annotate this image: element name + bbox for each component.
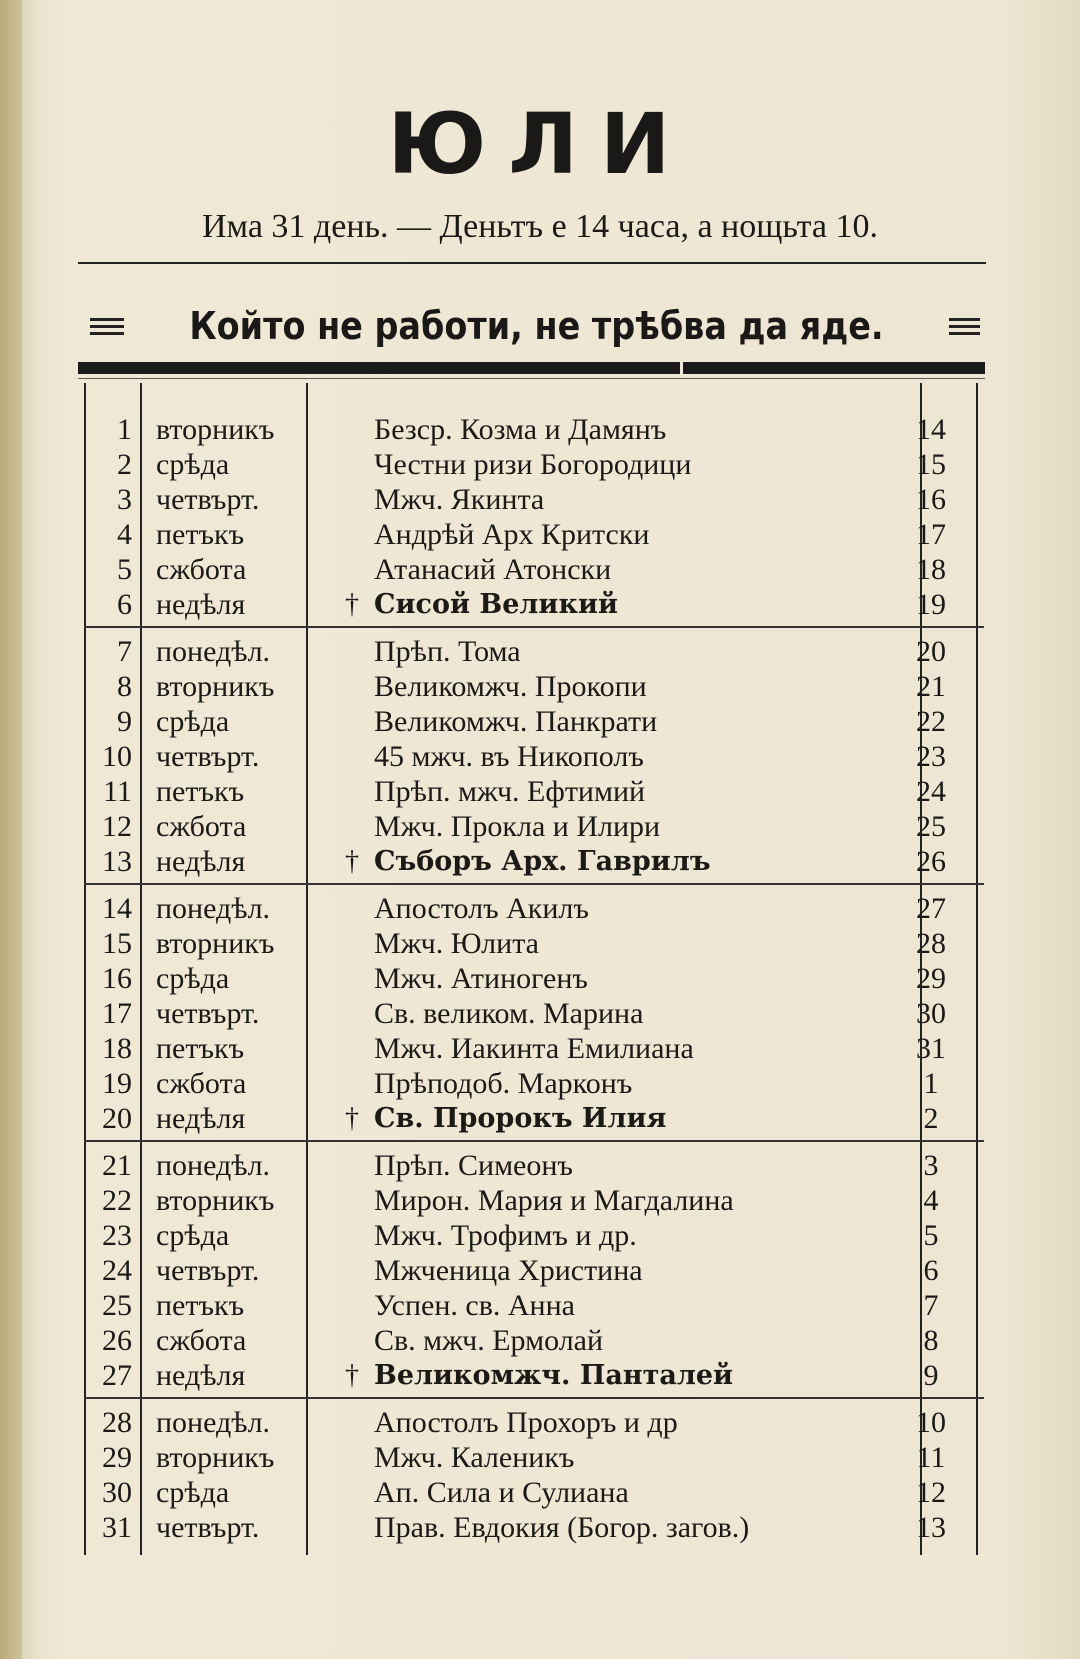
feast-cross-mark: † xyxy=(345,588,359,620)
day-number: 1 xyxy=(117,412,132,446)
weekday: четвърт. xyxy=(156,739,260,773)
old-style-date: 4 xyxy=(923,1183,939,1217)
divider xyxy=(78,262,986,264)
day-row xyxy=(84,739,984,774)
weekday: срѣда xyxy=(156,704,230,738)
saint-name: Прѣп. мжч. Ефтимий xyxy=(374,774,646,808)
day-row xyxy=(84,587,984,622)
day-row xyxy=(84,1288,984,1323)
day-number: 15 xyxy=(102,926,132,960)
weekday: вторникъ xyxy=(156,412,275,446)
old-style-date: 30 xyxy=(916,996,946,1030)
day-number: 16 xyxy=(102,961,132,995)
day-number: 3 xyxy=(117,482,132,516)
weekday: вторникъ xyxy=(156,926,275,960)
motto-banner xyxy=(90,296,980,356)
book-spine-shadow xyxy=(0,0,22,1659)
day-number: 30 xyxy=(102,1475,132,1509)
day-row xyxy=(84,809,984,844)
day-number: 29 xyxy=(102,1440,132,1474)
saint-name: Великомжч. Панталей xyxy=(374,1360,734,1391)
day-row xyxy=(84,891,984,926)
weekday: недѣля xyxy=(156,1358,246,1392)
day-number: 31 xyxy=(102,1510,132,1544)
day-number: 27 xyxy=(102,1358,132,1392)
saint-name: Мжч. Каленикъ xyxy=(374,1440,575,1474)
saint-name: 45 мжч. въ Никополъ xyxy=(374,739,644,773)
week-block xyxy=(84,412,984,622)
old-style-date: 13 xyxy=(916,1510,946,1544)
saint-name: Св. мжч. Ермолай xyxy=(374,1323,604,1357)
weekday: понедѣл. xyxy=(156,1405,271,1439)
old-style-date: 5 xyxy=(923,1218,939,1252)
day-row xyxy=(84,1148,984,1183)
weekday: четвърт. xyxy=(156,482,260,516)
day-number: 2 xyxy=(117,447,132,481)
saint-name: Атанасий Атонски xyxy=(374,552,612,586)
weekday: понедѣл. xyxy=(156,891,271,925)
day-row xyxy=(84,482,984,517)
weekday: сжбота xyxy=(156,1066,247,1100)
day-row xyxy=(84,996,984,1031)
saint-name: Великомжч. Панкрати xyxy=(374,704,658,738)
day-number: 24 xyxy=(102,1253,132,1287)
weekday: четвърт. xyxy=(156,1510,260,1544)
saint-name: Мжч. Иакинта Емилиана xyxy=(374,1031,694,1065)
day-row xyxy=(84,704,984,739)
saint-name: Мирон. Мария и Магдалина xyxy=(374,1183,734,1217)
old-style-date: 10 xyxy=(916,1405,946,1439)
old-style-date: 24 xyxy=(916,774,946,808)
old-style-date: 25 xyxy=(916,809,946,843)
old-style-date: 12 xyxy=(916,1475,946,1509)
old-style-date: 3 xyxy=(923,1148,939,1182)
day-row xyxy=(84,669,984,704)
day-row xyxy=(84,1440,984,1475)
day-number: 19 xyxy=(102,1066,132,1100)
old-style-date: 19 xyxy=(916,587,946,621)
old-style-date: 29 xyxy=(916,961,946,995)
saint-name: Мжч. Юлита xyxy=(374,926,539,960)
ornament-right xyxy=(949,316,980,337)
old-style-date: 15 xyxy=(916,447,946,481)
feast-cross-mark: † xyxy=(345,1102,359,1134)
saint-name: Мжч. Прокла и Илири xyxy=(374,809,661,843)
day-row xyxy=(84,1323,984,1358)
saint-name: Съборъ Арх. Гаврилъ xyxy=(374,846,711,877)
weekday: вторникъ xyxy=(156,669,275,703)
weekday: срѣда xyxy=(156,1475,230,1509)
day-number: 12 xyxy=(102,809,132,843)
weekday: срѣда xyxy=(156,961,230,995)
old-style-date: 16 xyxy=(916,482,946,516)
saint-name: Великомжч. Прокопи xyxy=(374,669,647,703)
thick-rule-left xyxy=(78,362,680,374)
saint-name: Мжч. Якинта xyxy=(374,482,545,516)
weekday: сжбота xyxy=(156,809,247,843)
week-block xyxy=(84,1140,984,1393)
day-number: 13 xyxy=(102,844,132,878)
thin-rule xyxy=(78,378,985,379)
day-number: 23 xyxy=(102,1218,132,1252)
old-style-date: 21 xyxy=(916,669,946,703)
weekday: сжбота xyxy=(156,552,247,586)
day-number: 18 xyxy=(102,1031,132,1065)
saint-name: Св. великом. Марина xyxy=(374,996,644,1030)
weekday: петъкъ xyxy=(156,774,245,808)
weekday: сжбота xyxy=(156,1323,247,1357)
day-row xyxy=(84,1253,984,1288)
day-row xyxy=(84,1405,984,1440)
weekday: недѣля xyxy=(156,587,246,621)
weekday: недѣля xyxy=(156,844,246,878)
saint-name: Прав. Евдокия (Богор. загов.) xyxy=(374,1510,750,1544)
weekday: вторникъ xyxy=(156,1440,275,1474)
saint-name: Мжченица Христина xyxy=(374,1253,643,1287)
day-number: 4 xyxy=(117,517,132,551)
old-style-date: 22 xyxy=(916,704,946,738)
weekday: срѣда xyxy=(156,1218,230,1252)
weekday: понедѣл. xyxy=(156,1148,271,1182)
saint-name: Апостолъ Прохоръ и др xyxy=(374,1405,678,1439)
old-style-date: 11 xyxy=(916,1440,946,1474)
saint-name: Андрѣй Арх Критски xyxy=(374,517,650,551)
saint-name: Мжч. Атиногенъ xyxy=(374,961,588,995)
old-style-date: 28 xyxy=(916,926,946,960)
week-block xyxy=(84,626,984,879)
day-row xyxy=(84,961,984,996)
old-style-date: 20 xyxy=(916,634,946,668)
day-number: 7 xyxy=(117,634,132,668)
day-number: 14 xyxy=(102,891,132,925)
weekday: четвърт. xyxy=(156,1253,260,1287)
day-number: 10 xyxy=(102,739,132,773)
month-subtitle: Има 31 день. — Деньтъ е 14 часа, а нощьта 10. xyxy=(202,208,878,245)
day-row xyxy=(84,926,984,961)
day-number: 22 xyxy=(102,1183,132,1217)
weekday: понедѣл. xyxy=(156,634,271,668)
day-number: 5 xyxy=(117,552,132,586)
day-number: 6 xyxy=(117,587,132,621)
day-row xyxy=(84,1218,984,1253)
saint-name: Мжч. Трофимъ и др. xyxy=(374,1218,637,1252)
saint-name: Прѣподоб. Марконъ xyxy=(374,1066,633,1100)
feast-cross-mark: † xyxy=(345,1359,359,1391)
old-style-date: 23 xyxy=(916,739,946,773)
old-style-date: 6 xyxy=(923,1253,939,1287)
old-style-date: 18 xyxy=(916,552,946,586)
saint-name: Прѣп. Симеонъ xyxy=(374,1148,573,1182)
old-style-date: 7 xyxy=(923,1288,939,1322)
day-row xyxy=(84,517,984,552)
day-number: 20 xyxy=(102,1101,132,1135)
day-row xyxy=(84,1183,984,1218)
saint-name: Честни ризи Богородици xyxy=(374,447,692,481)
day-row xyxy=(84,552,984,587)
day-row xyxy=(84,447,984,482)
old-style-date: 9 xyxy=(923,1358,939,1392)
month-title: ЮЛИ xyxy=(387,95,693,193)
weekday: петъкъ xyxy=(156,1031,245,1065)
thick-rule-right xyxy=(683,362,985,374)
day-number: 26 xyxy=(102,1323,132,1357)
saint-name: Успен. св. Анна xyxy=(374,1288,575,1322)
weekday: четвърт. xyxy=(156,996,260,1030)
old-style-date: 27 xyxy=(916,891,946,925)
day-row xyxy=(84,1066,984,1101)
day-number: 9 xyxy=(117,704,132,738)
saint-name: Прѣп. Тома xyxy=(374,634,521,668)
old-style-date: 1 xyxy=(923,1066,939,1100)
motto-text: Който не работи, не трѣбва да яде. xyxy=(189,304,885,348)
day-row xyxy=(84,412,984,447)
day-row xyxy=(84,1510,984,1545)
calendar-table xyxy=(84,412,984,1545)
day-number: 21 xyxy=(102,1148,132,1182)
old-style-date: 31 xyxy=(916,1031,946,1065)
week-block xyxy=(84,883,984,1136)
day-row xyxy=(84,1358,984,1393)
saint-name: Апостолъ Акилъ xyxy=(374,891,589,925)
day-row xyxy=(84,844,984,879)
day-row xyxy=(84,774,984,809)
day-number: 25 xyxy=(102,1288,132,1322)
old-style-date: 14 xyxy=(916,412,946,446)
feast-cross-mark: † xyxy=(345,845,359,877)
ornament-left xyxy=(90,316,124,337)
day-number: 28 xyxy=(102,1405,132,1439)
weekday: вторникъ xyxy=(156,1183,275,1217)
day-number: 8 xyxy=(117,669,132,703)
weekday: срѣда xyxy=(156,447,230,481)
week-block xyxy=(84,1397,984,1545)
day-number: 17 xyxy=(102,996,132,1030)
weekday: недѣля xyxy=(156,1101,246,1135)
weekday: петъкъ xyxy=(156,517,245,551)
old-style-date: 17 xyxy=(916,517,946,551)
day-row xyxy=(84,1101,984,1136)
day-number: 11 xyxy=(103,774,132,808)
weekday: петъкъ xyxy=(156,1288,245,1322)
day-row xyxy=(84,1031,984,1066)
old-style-date: 8 xyxy=(923,1323,939,1357)
day-row xyxy=(84,1475,984,1510)
old-style-date: 26 xyxy=(916,844,946,878)
saint-name: Св. Пророкъ Илия xyxy=(374,1103,667,1134)
saint-name: Безср. Козма и Дамянъ xyxy=(374,412,667,446)
day-row xyxy=(84,634,984,669)
saint-name: Ап. Сила и Сулиана xyxy=(374,1475,629,1509)
saint-name: Сисой Великий xyxy=(374,589,619,620)
old-style-date: 2 xyxy=(923,1101,939,1135)
